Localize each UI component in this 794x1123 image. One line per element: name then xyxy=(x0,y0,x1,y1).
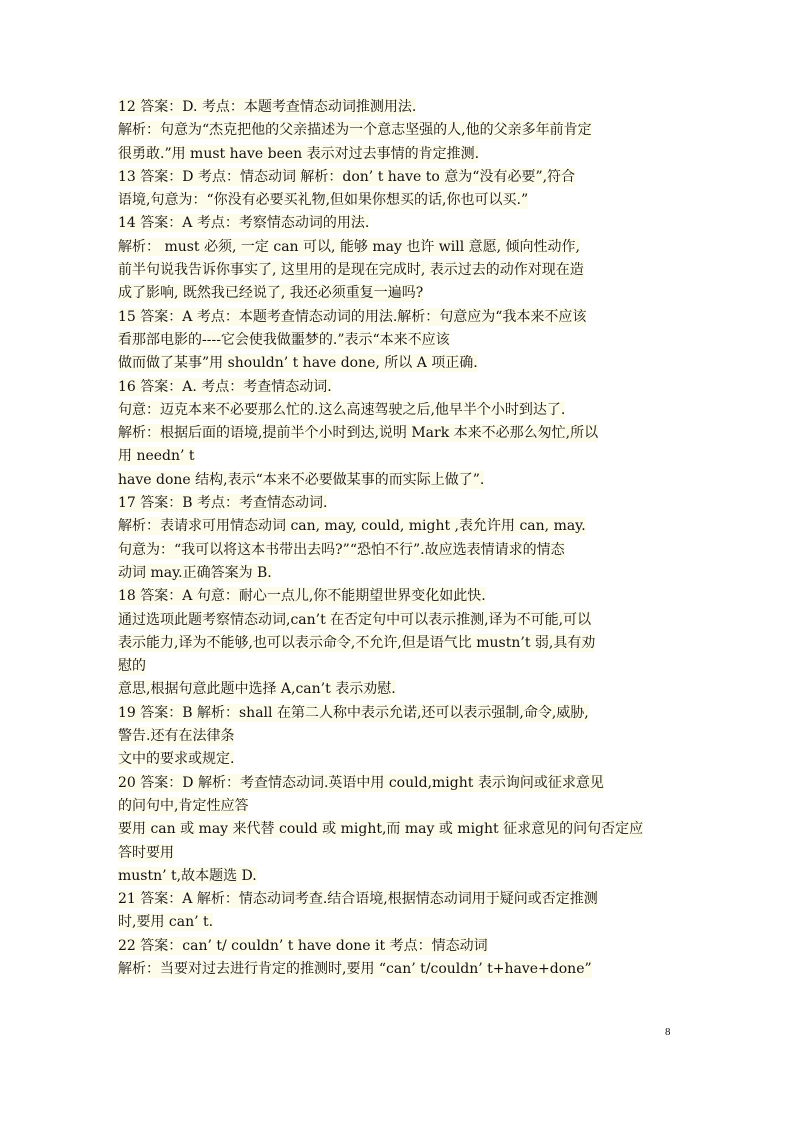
text-line: 解析：当要对过去进行肯定的推测时,要用 “can’ t/couldn’ t+have+done” xyxy=(118,960,592,977)
text-line: 成了影响, 既然我已经说了, 我还必须重复一遍吗? xyxy=(118,285,424,302)
text-line: 很勇敢.”用 must have been 表示对过去事情的肯定推测. xyxy=(118,145,480,162)
text-line: 用 needn’ t xyxy=(118,448,195,465)
text-line: have done 结构,表示“本来不必要做某事的而实际上做了”. xyxy=(118,471,485,488)
text-line: 解析：句意为“杰克把他的父亲描述为一个意志坚强的人,他的父亲多年前肯定 xyxy=(118,122,592,139)
text-line: 15 答案：A 考点：本题考查情态动词的用法.解析：句意应为“我本来不应该 xyxy=(118,308,587,325)
text-line: 13 答案：D 考点：情态动词 解析：don’ t have to 意为“没有必要”,符合 xyxy=(118,168,576,185)
text-line: 前半句说我告诉你事实了, 这里用的是现在完成时, 表示过去的动作对现在造 xyxy=(118,262,584,279)
text-line: 14 答案：A 考点：考察情态动词的用法. xyxy=(118,215,370,232)
text-line: 时,要用 can’ t. xyxy=(118,914,214,931)
text-line: 19 答案：B 解析：shall 在第二人称中表示允诺,还可以表示强制,命令,威胁, xyxy=(118,704,589,721)
text-line: 句意为：“我可以将这本书带出去吗?”“恐怕不行”.故应选表情请求的情态 xyxy=(118,541,565,558)
text-line: 做而做了某事”用 shouldn’ t have done, 所以 A 项正确. xyxy=(118,355,478,372)
text-line: 20 答案：D 解析：考查情态动词.英语中用 could,might 表示询问或征求意见 xyxy=(118,774,604,791)
text-line: 的问句中,肯定性应答 xyxy=(118,797,249,814)
text-line: 语境,句意为：“你没有必要买礼物,但如果你想买的话,你也可以买.” xyxy=(118,192,529,209)
text-line: 警告.还有在法律条 xyxy=(118,728,235,745)
text-line: 21 答案：A 解析：情态动词考查.结合语境,根据情态动词用于疑问或否定推测 xyxy=(118,891,598,908)
text-line: 18 答案：A 句意：耐心一点儿,你不能期望世界变化如此快. xyxy=(118,588,486,605)
text-line: mustn’ t,故本题选 D. xyxy=(118,867,257,884)
text-line: 22 答案：can’ t/ couldn’ t have done it 考点：情态动词 xyxy=(118,937,488,954)
text-line: 表示能力,译为不能够,也可以表示命令,不允许,但是语气比 mustn’t 弱,具有劝 xyxy=(118,634,596,651)
text-line: 通过选项此题考察情态动词,can’t 在否定句中可以表示推测,译为不可能,可以 xyxy=(118,611,592,628)
text-line: 解析：表请求可用情态动词 can, may, could, might ,表允许用 can, may. xyxy=(118,518,586,535)
page-number: 8 xyxy=(665,1026,671,1038)
text-line: 意思,根据句意此题中选择 A,can’t 表示劝慰. xyxy=(118,681,396,698)
text-line: 解析： must 必须, 一定 can 可以, 能够 may 也许 will 意愿, 倾向性动作, xyxy=(118,238,581,255)
text-line: 动词 may.正确答案为 B. xyxy=(118,564,272,581)
text-line: 要用 can 或 may 来代替 could 或 might,而 may 或 might 征求意见的问句否定应 xyxy=(118,821,644,838)
text-line: 解析：根据后面的语境,提前半个小时到达,说明 Mark 本来不必那么匆忙,所以 xyxy=(118,425,599,442)
text-line: 慰的 xyxy=(118,658,146,675)
text-line: 12 答案：D. 考点：本题考查情态动词推测用法. xyxy=(118,99,417,115)
text-line: 答时要用 xyxy=(118,844,174,861)
answer-text xyxy=(118,96,678,981)
text-line: 16 答案：A. 考点：考查情态动词. xyxy=(118,378,332,395)
text-line: 看那部电影的----它会使我做噩梦的.”表示“本来不应该 xyxy=(118,331,450,348)
text-line: 17 答案：B 考点：考查情态动词. xyxy=(118,495,328,512)
text-line: 句意：迈克本来不必要那么忙的.这么高速驾驶之后,他早半个小时到达了. xyxy=(118,401,566,418)
text-line: 文中的要求或规定. xyxy=(118,751,235,768)
